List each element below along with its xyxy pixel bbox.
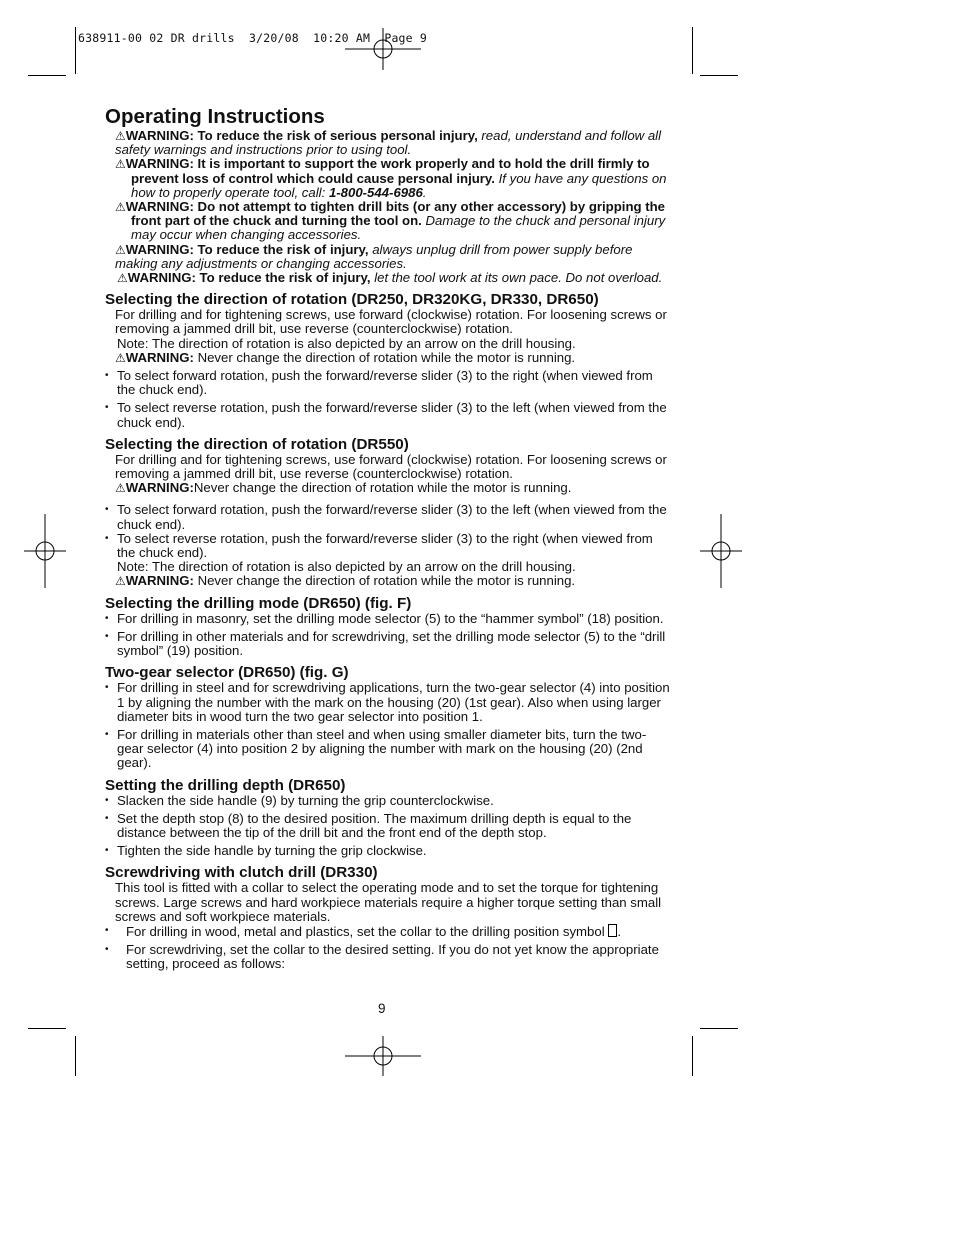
section-note: Note: The direction of rotation is also depicted by an arrow on the drill housing. [117, 559, 576, 575]
section-warning: ⚠WARNING: Never change the direction of rotation while the motor is running. [115, 349, 576, 365]
warning-triangle-icon: ⚠ [115, 129, 126, 143]
warning-triangle-icon: ⚠ [115, 200, 126, 215]
registration-mark-left [24, 514, 66, 588]
section-heading-drilling-mode: Selecting the drilling mode (DR650) (fig. F) [105, 594, 412, 612]
crop-mark-tr-h [700, 75, 738, 76]
page-number: 9 [378, 1001, 386, 1016]
list-item: • Slacken the side handle (9) by turning the grip counterclockwise. [105, 792, 494, 808]
warning-1: ⚠WARNING: To reduce the risk of serious personal injury, read, understand and follow all safety warnings and instructions prior to using tool. [115, 128, 662, 158]
section-intro: For drilling and for tightening screws, use forward (clockwise) rotation. For loosening screws or removing a jammed drill bit, use reverse (counterclockwise) rotation. [115, 451, 667, 482]
crop-mark-br-h [700, 1028, 738, 1029]
warning-triangle-icon: ⚠ [115, 242, 126, 257]
warning-3: ⚠WARNING: Do not attempt to tighten drill bits (or any other accessory) by gripping the front part of the chuck and turning the tool on. Damage to the chuck and personal injury may occur when changing accessories. [115, 199, 666, 243]
list-item: • For drilling in other materials and for screwdriving, set the drilling mode selector (5) to the “drill symbol” (19) position. [105, 628, 666, 659]
section-heading-drilling-depth: Setting the drilling depth (DR650) [105, 776, 346, 794]
section-heading-screwdriving: Screwdriving with clutch drill (DR330) [105, 864, 378, 882]
warning-5: ⚠WARNING: To reduce the risk of injury, let the tool work at its own pace. Do not overload. [117, 270, 663, 286]
section-heading-rotation: Selecting the direction of rotation (DR250, DR320KG, DR330, DR650) [105, 291, 599, 309]
warning-4: ⚠WARNING: To reduce the risk of injury, always unplug drill from power supply before making any adjustments or changing accessories. [115, 241, 633, 271]
list-item: • Tighten the side handle by turning the grip clockwise. [105, 843, 427, 859]
warning-2: ⚠WARNING: It is important to support the work properly and to hold the drill firmly to prevent loss of control which could cause personal injury. If you have any questions on how to properly operate tool, call: 1-800-544-6986. [115, 156, 667, 200]
section-heading-rotation-dr550: Selecting the direction of rotation (DR550) [105, 435, 409, 453]
crop-mark-br-v [692, 1036, 693, 1076]
page-content [105, 105, 670, 972]
warning-triangle-icon: ⚠ [115, 574, 126, 589]
list-item: • To select forward rotation, push the forward/reverse slider (3) to the left (when viewed from the chuck end). [105, 502, 667, 532]
crop-mark-tl-v [75, 27, 76, 74]
list-item: • To select reverse rotation, push the forward/reverse slider (3) to the left (when viewed from the chuck end). [105, 400, 667, 430]
list-item: • To select reverse rotation, push the forward/reverse slider (3) to the right (when viewed from the chuck end). [105, 530, 653, 561]
section-warning: ⚠WARNING:Never change the direction of rotation while the motor is running. [115, 480, 572, 496]
list-item: • To select forward rotation, push the forward/reverse slider (3) to the right (when viewed from the chuck end). [105, 368, 653, 398]
section-note: Note: The direction of rotation is also depicted by an arrow on the drill housing. [117, 335, 576, 351]
list-item: • For drilling in masonry, set the drilling mode selector (5) to the “hammer symbol” (18) position. [105, 610, 664, 626]
page-title: Operating Instructions [105, 105, 325, 128]
print-slug: 638911-00 02 DR drills 3/20/08 10:20 AM Page 9 [78, 31, 428, 45]
list-item: • For drilling in wood, metal and plastics, set the collar to the drilling position symbol . [105, 923, 621, 939]
section-intro: For drilling and for tightening screws, use forward (clockwise) rotation. For loosening screws or removing a jammed drill bit, use reverse (counterclockwise) rotation. [115, 307, 667, 337]
crop-mark-tr-v [692, 27, 693, 74]
crop-mark-tl-h [28, 75, 66, 76]
list-item: • Set the depth stop (8) to the desired position. The maximum drilling depth is equal to the distance between the tip of the drill bit and the front end of the depth stop. [105, 810, 632, 840]
registration-mark-bottom [345, 1036, 421, 1076]
drill-symbol-icon [608, 924, 617, 937]
crop-mark-bl-v [75, 1036, 76, 1076]
list-item: • For drilling in materials other than steel and when using smaller diameter bits, turn the two-gear selector (4) into position 2 by aligning the number with mark on the housing (20) (2nd gear). [105, 726, 647, 771]
registration-mark-top [345, 28, 421, 70]
crop-mark-bl-h [28, 1028, 66, 1029]
warning-triangle-icon: ⚠ [115, 157, 126, 172]
warning-triangle-icon: ⚠ [117, 271, 128, 286]
section-heading-two-gear: Two-gear selector (DR650) (fig. G) [105, 664, 349, 682]
warning-triangle-icon: ⚠ [115, 481, 126, 496]
section-warning: ⚠WARNING: Never change the direction of rotation while the motor is running. [115, 573, 576, 589]
section-intro: This tool is fitted with a collar to select the operating mode and to set the torque for tightening screws. Large screws and hard workpiece materials require a higher torque setting than small screws and soft workpiece materials. [115, 880, 662, 924]
list-item: • For drilling in steel and for screwdriving applications, turn the two-gear selector (4) into position 1 by aligning the number with the mark on the housing (20) (1st gear). Also when using larger diameter bits in wood turn the two gear selector into position 1. [105, 680, 670, 724]
warning-triangle-icon: ⚠ [115, 350, 126, 365]
registration-mark-right [700, 514, 742, 588]
list-item: • For screwdriving, set the collar to the desired setting. If you do not yet know the appropriate setting, proceed as follows: [105, 942, 659, 972]
